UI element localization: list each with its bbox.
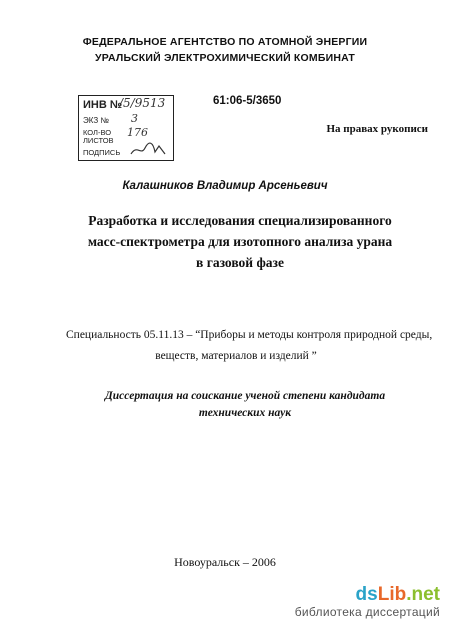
stamp-listov-handwriting: 176	[127, 126, 148, 139]
title-line-2: масс-спектрометра для изотопного анализа урана	[87, 234, 393, 249]
city-year: Новоуральск – 2006	[174, 555, 276, 569]
watermark-subtitle: библиотека диссертаций	[294, 605, 440, 619]
stamp-ekz-label: ЭКЗ №	[83, 116, 109, 125]
rights-notice: На правах рукописи	[326, 123, 428, 135]
stamp-listov-label: ЛИСТОВ	[83, 136, 114, 145]
degree-line-2: технических наук	[198, 407, 292, 419]
logo-lib: Lib	[377, 584, 407, 605]
stamp-inv-label: ИНВ №	[83, 99, 123, 111]
dslib-watermark[interactable]	[295, 585, 440, 619]
title-line-3: в газовой фазе	[196, 255, 284, 270]
degree-line-1: Диссертация на соискание ученой степени кандидата	[104, 390, 386, 402]
logo-net: .net	[406, 584, 440, 605]
title-line-1: Разработка и исследования специализированного	[88, 213, 392, 228]
specialty-line-2: веществ, материалов и изделий ”	[155, 350, 317, 362]
document-code: 61:06-5/3650	[213, 95, 282, 107]
dissertation-title	[40, 210, 440, 273]
author-name: Калашников Владимир Арсеньевич	[122, 180, 328, 192]
logo-ds: ds	[355, 584, 378, 605]
plant-name: УРАЛЬСКИЙ ЭЛЕКТРОХИМИЧЕСКИЙ КОМБИНАТ	[94, 52, 356, 64]
signature-scribble-icon	[129, 140, 169, 158]
stamp-inv-handwriting: /5/9513	[119, 96, 166, 110]
specialty-line-1: Специальность 05.11.13 – “Приборы и методы контроля природной среды,	[66, 329, 433, 341]
degree-statement	[40, 388, 450, 422]
agency-name: ФЕДЕРАЛЬНОЕ АГЕНТСТВО ПО АТОМНОЙ ЭНЕРГИИ	[82, 36, 368, 48]
stamp-kol-label: КОЛ-ВО	[83, 128, 112, 137]
dslib-logo[interactable]	[295, 585, 440, 605]
specialty-block	[66, 325, 446, 367]
stamp-ekz-handwriting: 3	[131, 112, 138, 125]
inventory-stamp	[78, 95, 174, 161]
stamp-podpis-label: ПОДПИСЬ	[83, 148, 121, 157]
